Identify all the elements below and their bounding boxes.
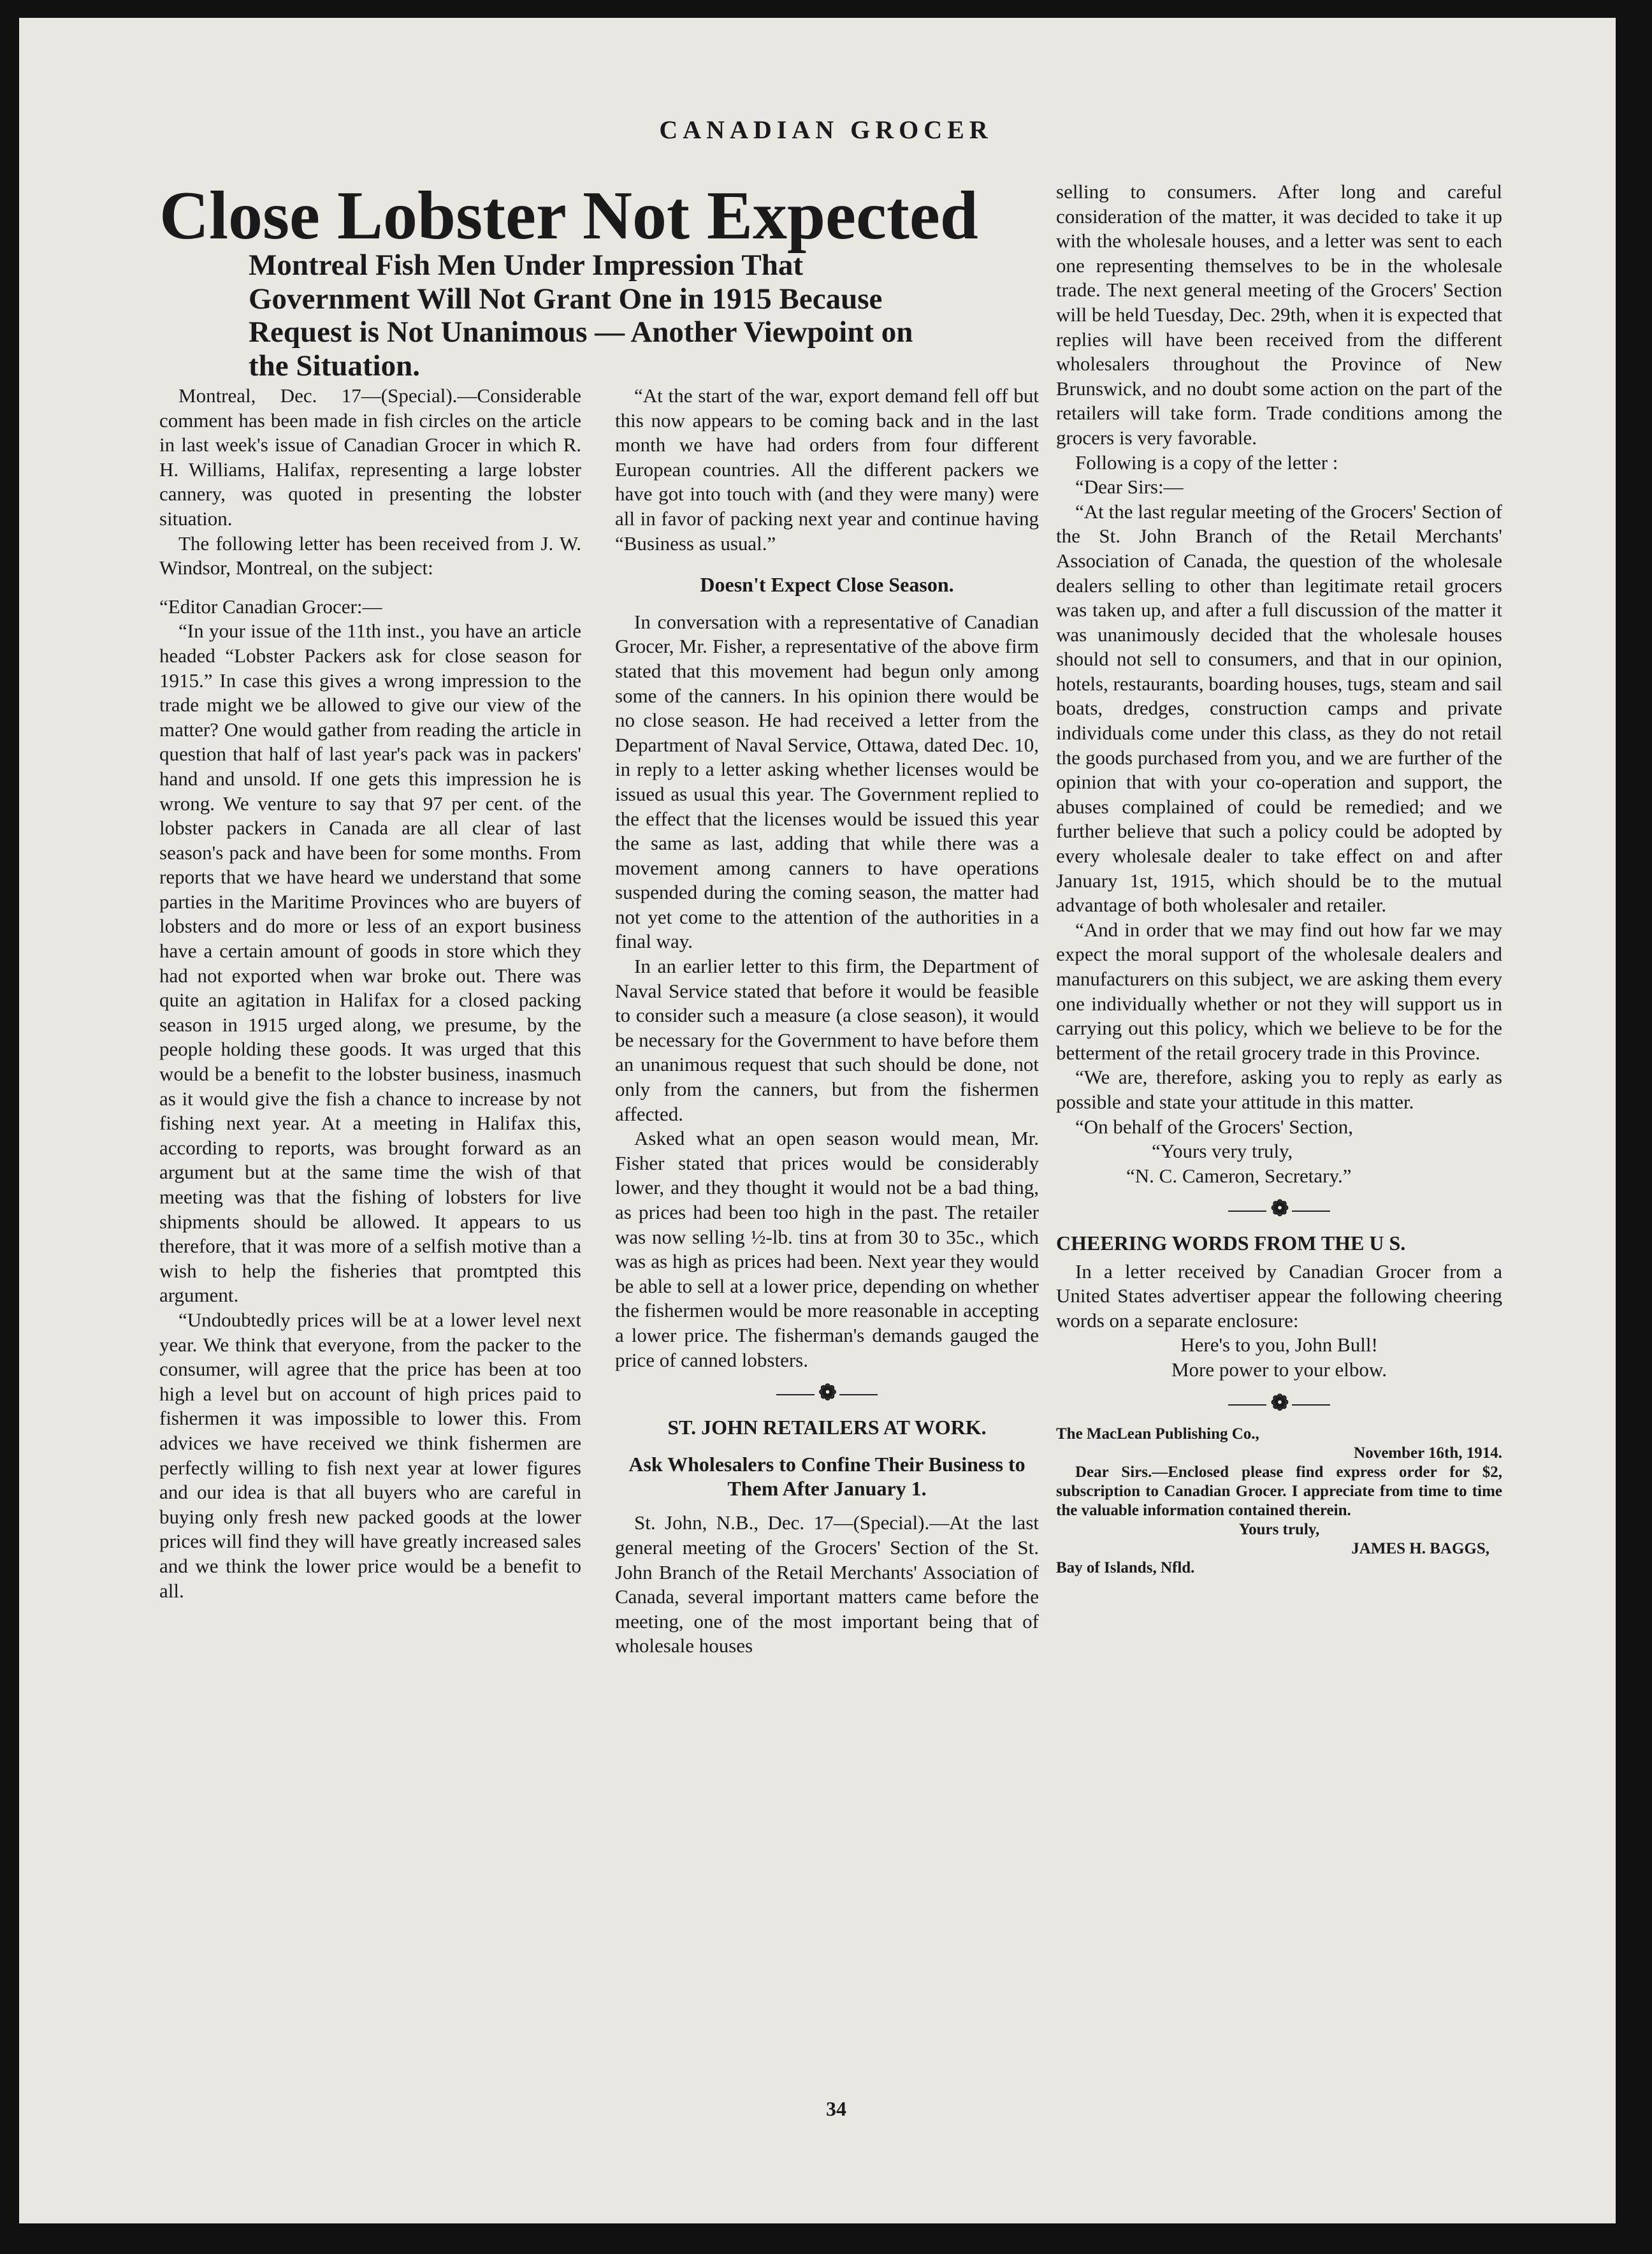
paragraph: In a letter received by Canadian Grocer from a United States advertiser appear the following cheering words on a separate enclosure: [1056,1260,1502,1332]
paragraph: selling to consumers. After long and careful consideration of the matter, it was decided to take it up with the wholesale houses, and a letter was sent to each one representing themselves to be in the wholesale trade. The next general meeting of the Grocers' Section will be held Tuesday, Dec. 29th, when it is expected that replies will have been received from the different wholesalers throughout the Province of New Brunswick, and no doubt some action on the part of the retailers will take form. Trade conditions among the grocers is very favorable. [1056,180,1502,449]
letter-body: Dear Sirs.—Enclosed please find express order for $2, subscription to Canadian Grocer. I appreciate from time to time the valuable information contained therein. [1056,1464,1502,1520]
letter-box [1056,1425,1502,1578]
article-deck: Ask Wholesalers to Confine Their Business to Them After January 1. [628,1453,1025,1501]
letter-close: Yours truly, [1238,1521,1320,1539]
letter-to: The MacLean Publishing Co., [1056,1425,1259,1443]
deck: Montreal Fish Men Under Impression That Government Will Not Grant One in 1915 Because Request is Not Unanimous — Another Viewpoint on the Situation. [249,249,913,382]
page-number: 34 [826,2097,846,2120]
subhead: Doesn't Expect Close Season. [700,573,954,597]
paragraph: “We are, therefore, asking you to reply as early as possible and state your attitude in this matter. [1056,1066,1502,1113]
paragraph: Montreal, Dec. 17—(Special).—Considerable comment has been made in fish circles on the article in last week's issue of Canadian Grocer in which R. H. Williams, Halifax, representing a large lobster cannery, was quoted in presenting the lobster situation. [159,384,581,530]
ornament: ❁ [1056,1197,1502,1222]
paragraph: In conversation with a representative of Canadian Grocer, Mr. Fisher, a representative of the above firm stated that this movement had begun only among some of the canners. In his opinion there would be no close season. He had received a letter from the Department of Naval Service, Ottawa, dated Dec. 10, in reply to a letter asking whether licenses would be issued as usual this year. The Government replied to the effect that the licenses would be issued this year the same as last, adding that while there was a movement among canners to have operations suspended during the coming season, the matter had not yet come to the attention of the authorities in a final way. [615,610,1039,953]
quote-line: More power to your elbow. [1171,1358,1388,1381]
salutation: “Editor Canadian Grocer:— [159,595,382,618]
ornament: ❁ [615,1381,1039,1406]
paragraph: “At the start of the war, export demand fell off but this now appears to be coming back and in the last month we have had orders from four different European countries. All the different packers we have got into touch with (and they were many) were all in favor of packing next year and continue having “Business as usual.” [615,384,1039,555]
column-1 [159,384,581,1603]
paragraph: St. John, N.B., Dec. 17—(Special).—At the last general meeting of the Grocers' Section of the St. John Branch of the Retail Merchants' Association of Canada, several important matters came before the meeting, one of the most important being that of wholesale houses [615,1511,1039,1657]
paragraph: “And in order that we may find out how far we may expect the moral support of the wholesale dealers and manufacturers on this subject, we are asking them every one individually whether or not they will support us in carrying out this policy, which we believe to be for the betterment of the retail grocery trade in this Province. [1056,918,1502,1064]
column-3 [1056,180,1502,1578]
paragraph: “Dear Sirs:— [1075,476,1184,498]
paragraph: “At the last regular meeting of the Grocers' Section of the St. John Branch of the Retail Merchants' Association of Canada, the question of the wholesale dealers selling to other than legitimate retail grocers was taken up, and after a full discussion of the matter it was unanimously decided that the wholesale houses should not sell to consumers, and that in our opinion, hotels, restaurants, boarding houses, tugs, steam and sail boats, dredges, construction camps and private individuals come under this class, as they do not retail the goods purchased from you, and we are further of the opinion that with your co-operation and support, the abuses complained of could be remedied; and we further believe that such a policy could be adopted by every wholesale dealer to take effect on and after January 1st, 1915, which should be to the mutual advantage of both wholesaler and retailer. [1056,500,1502,917]
ornament: ❁ [1056,1392,1502,1416]
paragraph: “Yours very truly, [1152,1140,1293,1163]
article-head: ST. JOHN RETAILERS AT WORK. [667,1415,987,1439]
article-head: CHEERING WORDS FROM THE U S. [1056,1231,1406,1254]
paragraph: “In your issue of the 11th inst., you have an article headed “Lobster Packers ask for close season for 1915.” In case this gives a wrong impression to the trade might we be allowed to give our view of the matter? One would gather from reading the article in question that half of last year's pack was in packers' hand and unsold. If one gets this impression he is wrong. We venture to say that 97 per cent. of the lobster packers in Canada are all clear of last season's pack and have been for some months. From reports that we have heard we understand that some parties in the Maritime Provinces who are buyers of lobsters and do more or less of an export business have a certain amount of goods in store which they had not exported when war broke out. There was quite an agitation in Halifax for a closed packing season in 1915 urged along, we presume, by the people holding these goods. It was urged that this would be a benefit to the lobster business, inasmuch as it would give the fish a chance to increase by not fishing next year. At a meeting in Halifax this, according to reports, was brought forward as an argument but at the same time the wish of that meeting was that the fishing of lobsters for live shipments should be allowed. It appears to us therefore, that it was more of a selfish motive than a wish to help the fisheries that promtpted this argument. [159,620,581,1307]
column-2 [615,384,1039,1659]
headline: Close Lobster Not Expected [159,178,978,254]
letter-place: Bay of Islands, Nfld. [1056,1559,1195,1577]
paragraph: In an earlier letter to this firm, the Department of Naval Service stated that before it would be feasible to consider such a measure (a close season), it would be necessary for the Government to have before them an unanimous request that such should be done, not only from the canners, but from the fishermen affected. [615,955,1039,1125]
letter-date: November 16th, 1914. [1354,1444,1502,1462]
paragraph: Following is a copy of the letter : [1075,451,1338,474]
paragraph: The following letter has been received from J. W. Windsor, Montreal, on the subject: [159,532,581,579]
paragraph: Asked what an open season would mean, Mr. Fisher stated that prices would be considerably lower, and they thought it would not be a bad thing, as prices had been too high in the past. The retailer was now selling ½-lb. tins at from 30 to 35c., which was as high as prices had been. Next year they would be able to sell at a lower price, depending on whether the fishermen would be more reasonable in accepting a lower price. The fisherman's demands gauged the price of canned lobsters. [615,1127,1039,1371]
paragraph: “On behalf of the Grocers' Section, [1075,1115,1353,1138]
quote-line: Here's to you, John Bull! [1180,1334,1378,1356]
running-head: CANADIAN GROCER [659,115,993,144]
paragraph: “Undoubtedly prices will be at a lower level next year. We think that everyone, from the packer to the consumer, will agree that the price has been at too high a level but on account of high prices paid to fishermen it was impossible to lower this. From advices we have received we think fishermen are perfectly willing to fish next year at lower figures and our idea is that all buyers who are careful in buying only fresh new packed goods at the lower prices will find they will have greatly increased sales and we think the lower price would be a benefit to all. [159,1308,581,1602]
letter-sign: JAMES H. BAGGS, [1351,1540,1489,1558]
signature: “N. C. Cameron, Secretary.” [1126,1164,1352,1187]
